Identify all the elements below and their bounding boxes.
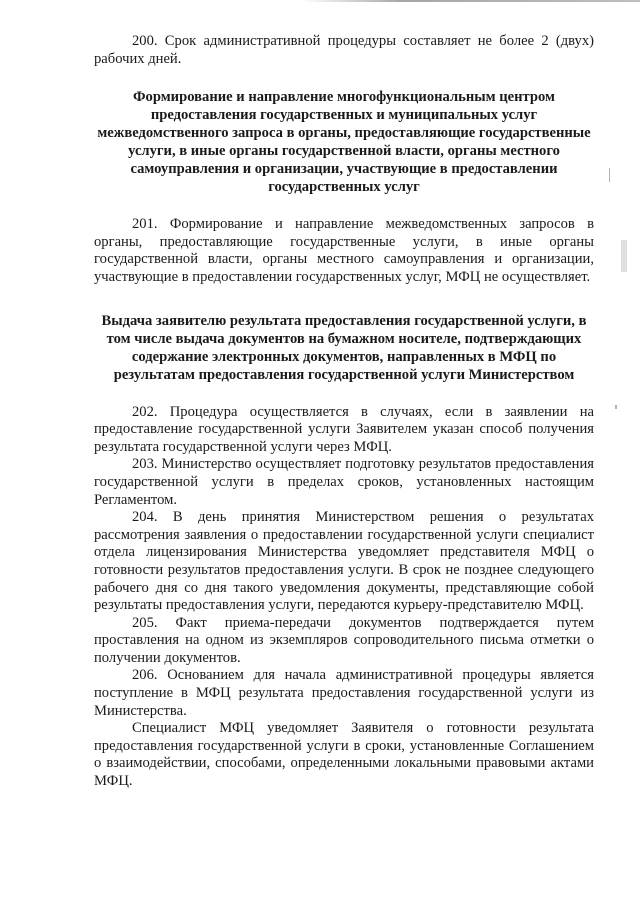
paragraph-mfc-notification: Специалист МФЦ уведомляет Заявителя о готовности результата предоставления государственной услуги в сроки, установленные Соглашением о взаимодействии, способами, определенными локальными правовыми актами МФЦ. bbox=[94, 720, 594, 790]
scan-top-edge bbox=[300, 0, 640, 2]
paragraph-201: 201. Формирование и направление межведомственных запросов в органы, предоставляющие государственные услуги, в иные органы государственной власти, органы местного самоуправления и организации, участвующие в предоставлении государственных услуг, МФЦ не осуществляет. bbox=[94, 216, 594, 285]
paragraph-200: 200. Срок административной процедуры составляет не более 2 (двух) рабочих дней. bbox=[94, 33, 594, 67]
paragraph-202: 202. Процедура осуществляется в случаях, если в заявлении на предоставление государственной услуги Заявителем указан способ получения результата государственной услуги через МФЦ. bbox=[94, 403, 594, 455]
paragraph-206: 206. Основанием для начала административной процедуры является поступление в МФЦ результата предоставления государственной услуги из Министерства. bbox=[94, 667, 594, 719]
paragraph-203: 203. Министерство осуществляет подготовку результатов предоставления государственной услуги в пределах сроков, установленных настоящим Регламентом. bbox=[94, 456, 594, 508]
section-heading-interagency-requests: Формирование и направление многофункциональным центром предоставления государственных и муниципальных услуг межведомственного запроса в органы, предоставляющие государственные услуги, в иные органы государственной власти, органы местного самоуправления и организации, участвующие в предоставлении государственных услуг bbox=[97, 89, 591, 196]
paragraph-204: 204. В день принятия Министерством решения о результатах рассмотрения заявления о предоставлении государственной услуги специалист отдела лицензирования Министерства уведомляет представителя МФЦ о готовности результатов предоставления услуги. В срок не позднее следующего рабочего дня со дня такого уведомления документы, представляющие собой результаты предоставления услуги, передаются курьеру-представителю МФЦ. bbox=[94, 509, 594, 614]
paragraph-205: 205. Факт приема-передачи документов подтверждается путем проставления на одном из экземпляров сопроводительного письма отметки о получении документов. bbox=[94, 614, 594, 666]
scan-artifact bbox=[621, 240, 627, 272]
section-heading-issuing-results: Выдача заявителю результата предоставления государственной услуги, в том числе выдача документов на бумажном носителе, подтверждающих содержание электронных документов, направленных в МФЦ по результатам предоставления государственной услуги Министерством bbox=[101, 312, 587, 383]
scan-artifact bbox=[609, 168, 610, 182]
scan-artifact bbox=[615, 405, 617, 409]
